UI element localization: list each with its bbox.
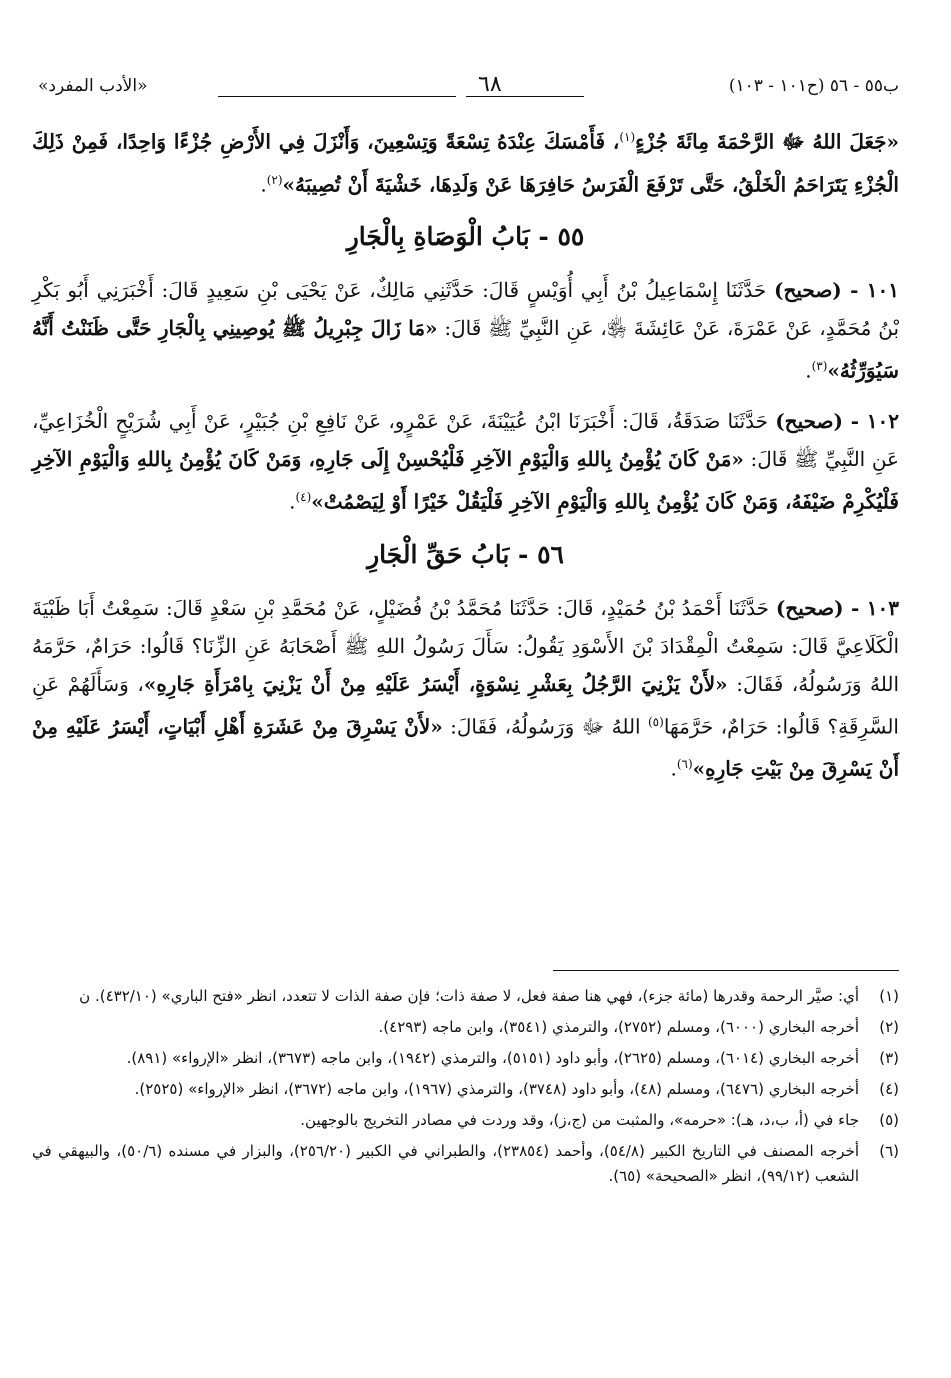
footnote-number: (٥) (879, 1111, 899, 1129)
hadith-number: ١٠٣ - (صحيح) (775, 595, 900, 620)
footnote-number: (٤) (879, 1080, 899, 1098)
hadith-number: ١٠١ - (صحيح) (774, 278, 899, 303)
footnote-text: أخرجه البخاري (٦٠١٤)، ومسلم (٢٦٢٥)، وأبو داود (٥١٥١)، والترمذي (١٩٤٢)، وابن ماجه (٣٦٧٣)، انظر «الإرواء» (٨٩١). (126, 1049, 859, 1067)
footnote-ref: (٣) (811, 359, 828, 374)
isnad: حَدَّثَنَا إِسْمَاعِيلُ بْنُ أَبِي أُوَيْسٍ قَالَ: حَدَّثَنِي مَالِكٌ، عَنْ يَحْيَى بْنِ سَعِيدٍ قَالَ: أَخْبَرَنِي أَبُو بَكْرِ بْنُ مُحَمَّدٍ، عَنْ عَمْرَةَ، عَنْ عَائِشَةَ ﵂، عَنِ النَّبِيِّ ﷺ قَالَ: (32, 278, 900, 341)
footnote-ref: (٦) (676, 757, 693, 772)
footnote-text: أي: صيَّر الرحمة وقدرها (مائة جزء)، فهي هنا صفة فعل، لا صفة ذات؛ فإن صفة الذات لا تتعدد، انظر «فتح الباري» (٤٣٢/١٠). ن (79, 987, 859, 1005)
hadith-103 (32, 589, 899, 788)
header-book-title: «الأدب المفرد» (38, 76, 148, 96)
footnote-ref: (١) (619, 130, 636, 144)
footnote-separator (553, 970, 899, 971)
footnote-number: (٢) (879, 1018, 899, 1036)
matn: «مَنْ كَانَ يُؤْمِنُ بِاللهِ وَالْيَوْمِ الآخِرِ فَلْيُحْسِنْ إِلَى جَارِهِ، وَمَنْ كَانَ يُؤْمِنُ بِاللهِ وَالْيَوْمِ الآخِرِ فَلْيُكْرِمْ ضَيْفَهُ، وَمَنْ كَانَ يُؤْمِنُ بِاللهِ وَالْيَوْمِ الآخِرِ فَلْيَقُلْ خَيْرًا أَوْ لِيَصْمُتْ» (32, 446, 899, 514)
footnote (32, 1139, 899, 1189)
header-hadith-range: ب٥٥ - ٥٦ (ح١٠١ - ١٠٣) (728, 76, 899, 96)
footnotes (32, 984, 899, 1195)
punctuation: . (260, 172, 267, 197)
intro-text: ، فَأَمْسَكَ عِنْدَهُ تِسْعَةً وَتِسْعِينَ، وَأَنْزَلَ فِي الأَرْضِ جُزْءًا وَاحِدًا، فَمِنْ ذَلِكَ الْجُزْءِ يَتَرَاحَمُ الْخَلْقُ، حَتَّى تَرْفَعَ الْفَرَسُ حَافِرَهَا عَنْ وَلَدِهَا، خَشْيَةَ أَنْ تُصِيبَهُ» (32, 129, 899, 197)
hadith-102 (32, 402, 899, 521)
narration: ، وَسَأَلَهُمْ عَنِ السَّرِقَةِ؟ قَالُوا: حَرَامٌ، حَرَّمَهَا (32, 671, 899, 739)
footnote (32, 1077, 899, 1102)
punctuation: . (289, 489, 296, 514)
matn: «لأَنْ يَسْرِقَ مِنْ عَشَرَةِ أَهْلِ أَبْيَاتٍ، أَيْسَرُ عَلَيْهِ مِنْ أَنْ يَسْرِقَ مِنْ بَيْتِ جَارِهِ» (32, 714, 899, 781)
footnote-number: (٦) (879, 1142, 899, 1160)
punctuation: . (670, 756, 677, 781)
hadith-101 (32, 271, 899, 390)
footnote-number: (١) (879, 987, 899, 1005)
matn: «مَا زَالَ جِبْرِيلُ ﷺ يُوصِينِي بِالْجَارِ حَتَّى ظَنَنْتُ أَنَّهُ سَيُوَرِّثُهُ» (32, 316, 899, 383)
footnote (32, 1015, 899, 1040)
isnad: حَدَّثَنَا صَدَقَةُ، قَالَ: أَخْبَرَنَا ابْنُ عُيَيْنَةَ، عَنْ عَمْرٍو، عَنْ نَافِعِ بْنِ جُبَيْرٍ، عَنْ أَبِي شُرَيْحٍ الْخُزَاعِيِّ، عَنِ النَّبِيِّ ﷺ قَالَ: (32, 408, 899, 471)
footnote-text: أخرجه البخاري (٦٠٠٠)، ومسلم (٢٧٥٢)، والترمذي (٣٥٤١)، وابن ماجه (٤٢٩٣). (378, 1018, 859, 1036)
header-rule (218, 96, 456, 97)
punctuation: . (805, 358, 812, 383)
footnote (32, 1108, 899, 1133)
page-header (38, 72, 899, 102)
footnote-text: جاء في (أ، ب،د، هـ): «حرمه»، والمثبت من (ج،ز)، وقد وردت في مصادر التخريج بالوجهين. (300, 1111, 859, 1129)
intro-paragraph (32, 118, 899, 203)
chapter-heading-55: ٥٥ - بَابُ الْوَصَاةِ بِالْجَارِ (346, 222, 585, 252)
footnote (32, 1046, 899, 1071)
footnote (32, 984, 899, 1009)
isnad: حَدَّثَنَا أَحْمَدُ بْنُ حُمَيْدٍ، قَالَ: حَدَّثَنَا مُحَمَّدُ بْنُ فُضَيْلٍ، عَنْ مُحَمَّدِ بْنِ سَعْدٍ قَالَ: سَمِعْتُ أَبَا ظَبْيَةَ الْكَلَاعِيَّ قَالَ: سَمِعْتُ الْمِقْدَادَ بْنَ الأَسْوَدِ يَقُولُ: سَأَلَ رَسُولُ اللهِ ﷺ أَصْحَابَهُ عَنِ الزِّنَا؟ قَالُوا: حَرَامٌ، حَرَّمَهُ اللهُ وَرَسُولُهُ، فَقَالَ: (32, 595, 900, 696)
footnote-ref: (٤) (295, 489, 312, 504)
footnote-ref: (٥) (647, 714, 664, 729)
narration: اللهُ ﷻ وَرَسُولُهُ، فَقَالَ: (450, 714, 641, 739)
page-number: ٦٨ (478, 72, 502, 97)
hadith-number: ١٠٢ - (صحيح) (775, 408, 900, 433)
footnote-ref: (٢) (266, 172, 283, 187)
matn: «لأَنْ يَزْنِيَ الرَّجُلُ بِعَشْرِ نِسْوَةٍ، أَيْسَرُ عَلَيْهِ مِنْ أَنْ يَزْنِيَ بِامْرَأَةِ جَارِهِ» (143, 671, 728, 696)
footnote-text: أخرجه المصنف في التاريخ الكبير (٥٤/٨)، وأحمد (٢٣٨٥٤)، والطبراني في الكبير (٢٥٦/٢٠)، والبزار في مسنده (٥٠/٦)، والبيهقي في الشعب (٩٩/١٢)، انظر «الصحيحة» (٦٥). (32, 1142, 860, 1185)
footnote-text: أخرجه البخاري (٦٤٧٦)، ومسلم (٤٨)، وأبو داود (٣٧٤٨)، والترمذي (١٩٦٧)، وابن ماجه (٣٦٧٢)، انظر «الإرواء» (٢٥٢٥). (134, 1080, 859, 1098)
intro-text: «جَعَلَ اللهُ ﷻ الرَّحْمَةَ مِائَةَ جُزْءٍ (635, 129, 899, 154)
chapter-heading-56: ٥٦ - بَابُ حَقِّ الْجَارِ (367, 539, 564, 569)
footnote-number: (٣) (879, 1049, 899, 1067)
main-text (32, 118, 899, 788)
